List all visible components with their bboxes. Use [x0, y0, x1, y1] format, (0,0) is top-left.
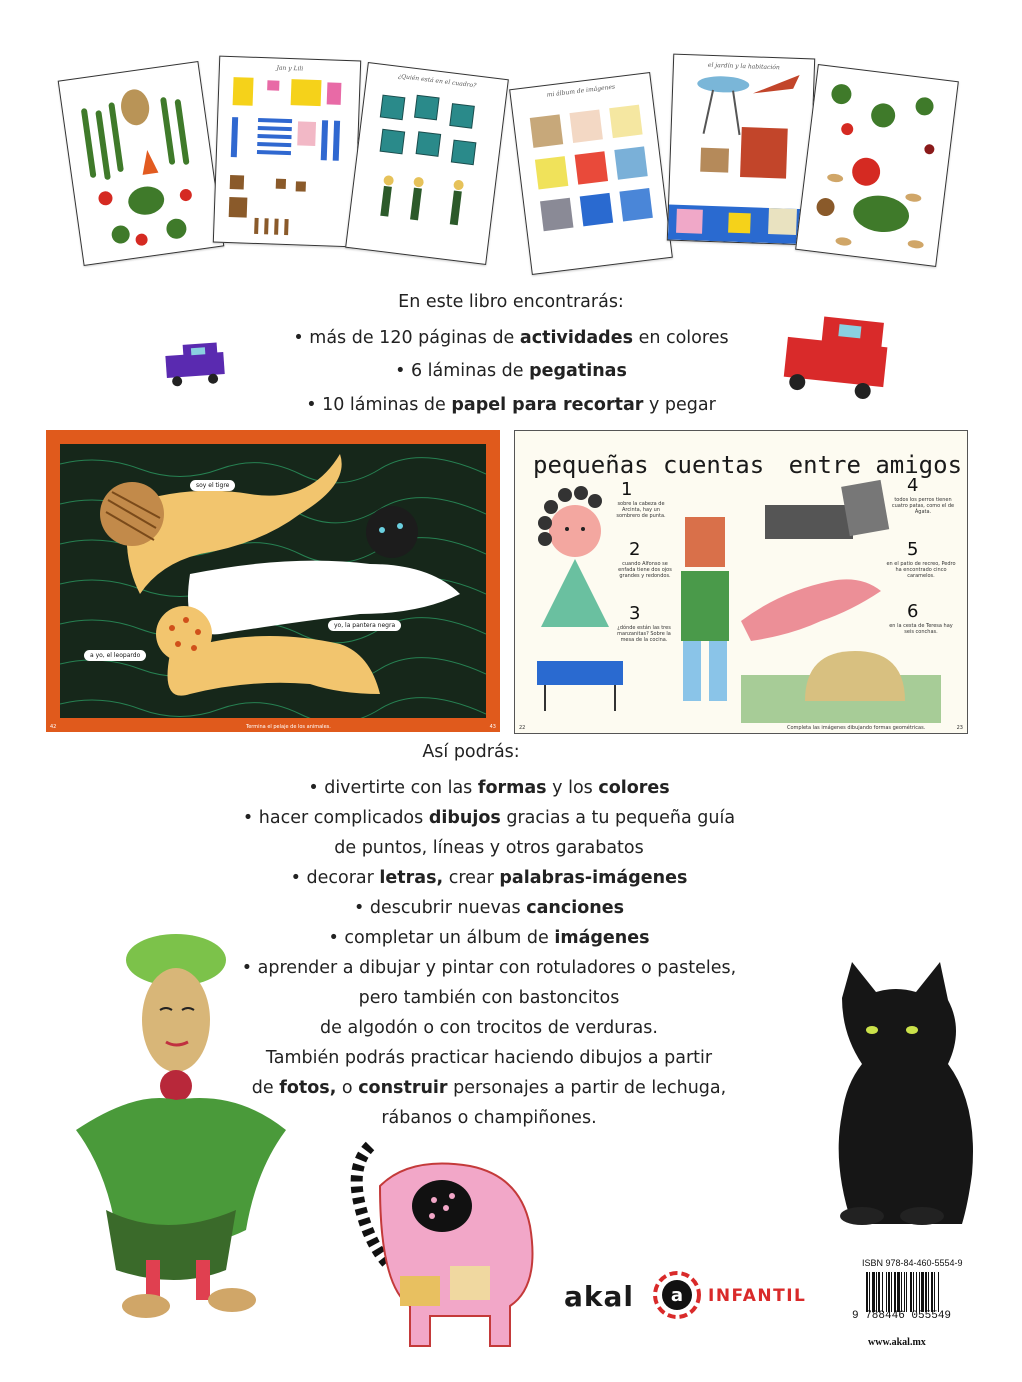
logo-infantil: INFANTIL	[708, 1286, 807, 1306]
isbn-label: ISBN 978-84-460-5554-9	[862, 1258, 963, 1268]
outro-bold: colores	[598, 778, 670, 798]
thumbnail-caption: mi álbum de imágenes	[546, 83, 616, 99]
publisher-url: www.akal.mx	[868, 1337, 926, 1348]
intro-item-text: • 6 láminas de	[395, 361, 530, 381]
outro-text: personajes a partir de lechuga,	[447, 1078, 727, 1098]
outro-bold: canciones	[526, 898, 624, 918]
counting-illustration	[515, 431, 967, 733]
vegetable-doll-illustration	[36, 930, 286, 1330]
spread-right-footer: Completa las imágenes dibujando formas geométricas.	[787, 725, 926, 731]
count-text: ¿dónde están las tres manzanitas? Sobre la mesa de la cocina.	[617, 625, 671, 643]
intro-heading: En este libro encontrarás:	[398, 292, 624, 312]
outro-bold: palabras-imágenes	[499, 868, 688, 888]
outro-text: • decorar	[290, 868, 380, 888]
barcode-bar	[901, 1272, 902, 1312]
count-number: 4	[907, 475, 919, 496]
outro-bold: formas	[477, 778, 547, 798]
outro-text: gracias a tu pequeña guía	[500, 808, 736, 828]
outro-bold: construir	[358, 1078, 448, 1098]
outro-text: y los	[546, 778, 599, 798]
barcode-bar	[894, 1272, 896, 1312]
barcode-bar	[882, 1272, 883, 1312]
thumbnail-album	[509, 72, 673, 275]
outro-heading: Así podrás:	[422, 742, 520, 762]
barcode-bar	[904, 1272, 905, 1312]
page-number: 22	[519, 725, 526, 731]
outro-text: • divertirte con las	[308, 778, 478, 798]
intro-item-text: en colores	[633, 328, 729, 348]
spread-left-footer: Termina el pelaje de los animales.	[246, 724, 331, 730]
barcode-bar	[910, 1272, 912, 1312]
logo-a-icon	[652, 1270, 702, 1320]
count-text: en la cesta de Teresa hay seis conchas.	[889, 623, 953, 635]
elephant-illustration	[330, 1126, 540, 1362]
portraits-illustration	[346, 63, 508, 264]
outro-text: o	[336, 1078, 359, 1098]
outro-text: • aprender a dibujar y pintar con rotuladores o pasteles,	[241, 958, 737, 978]
intro-item-bold: actividades	[519, 328, 633, 348]
barcode-bar	[931, 1272, 933, 1312]
outro-text: rábanos o champiñones.	[381, 1108, 597, 1128]
publisher-logo	[564, 1264, 814, 1324]
thumbnail-vegetables-2	[795, 64, 959, 267]
barcode-bar	[866, 1272, 868, 1312]
barcode-bar	[938, 1272, 939, 1312]
page-number: 43	[489, 724, 496, 730]
outro-bold: imágenes	[554, 928, 650, 948]
outro-text: crear	[443, 868, 500, 888]
title-part: pequeñas cuentas	[533, 451, 765, 479]
cats-illustration	[60, 444, 486, 718]
barcode-bar	[869, 1272, 870, 1312]
barcode-bar	[876, 1272, 877, 1312]
thumbnail-vegetables	[58, 61, 225, 266]
garden-illustration	[668, 55, 814, 245]
barcode-bar	[906, 1272, 907, 1312]
barcode-bar	[886, 1272, 887, 1312]
barcode-bar	[897, 1272, 900, 1312]
count-number: 1	[621, 479, 633, 500]
barcode-bar	[913, 1272, 914, 1312]
animals-illustration	[60, 444, 486, 718]
intro-item-bold: pegatinas	[529, 361, 627, 381]
barcode-bar	[934, 1272, 935, 1312]
outro-text: de algodón o con trocitos de verduras.	[320, 1018, 658, 1038]
barcode-bar	[891, 1272, 892, 1312]
count-number: 3	[629, 603, 641, 624]
count-text: cuando Alfonso se enfada tiene dos ojos grandes y redondos.	[618, 561, 672, 579]
barcode-bar	[878, 1272, 880, 1312]
outro-text: de	[251, 1078, 280, 1098]
isbn-digits: 9 788446 055549	[852, 1310, 952, 1322]
outro-text: • descubrir nuevas	[353, 898, 527, 918]
outro-bold: dibujos	[428, 808, 501, 828]
intro-item-text: • más de 120 páginas de	[293, 328, 520, 348]
count-text: todos los perros tienen cuatro patas, como el de Ágata.	[891, 497, 955, 515]
barcode-bar	[921, 1272, 924, 1312]
barcode-bar	[925, 1272, 927, 1312]
vegetables-illustration	[796, 65, 958, 266]
page-number: 23	[956, 725, 963, 731]
thumbnail-jardin	[667, 54, 815, 246]
thumbnail-caption: ¿Quién está en el cuadro?	[397, 72, 477, 90]
count-text: sobre la cabeza de Arcinta, hay un sombrero de punta.	[616, 501, 666, 519]
thumbnail-caption: el jardín y la habitación	[707, 61, 780, 72]
barcode-bar	[888, 1272, 890, 1312]
title-part: entre amigos	[788, 451, 963, 479]
logo-akal: akal	[564, 1280, 635, 1313]
intro-item-text: • 10 láminas de	[306, 395, 452, 415]
count-number: 2	[629, 539, 641, 560]
outro-line	[0, 868, 1000, 888]
tiger-speech-bubble: soy el tigre	[190, 480, 235, 491]
outro-text: de puntos, líneas y otros garabatos	[334, 838, 644, 858]
barcode-bar	[919, 1272, 920, 1312]
intro-item-text: y pegar	[643, 395, 716, 415]
barcode-bar	[928, 1272, 929, 1312]
outro-text: pero también con bastoncitos	[358, 988, 620, 1008]
barcode-bar	[872, 1272, 875, 1312]
outro-text: • completar un álbum de	[328, 928, 555, 948]
svg-text:a: a	[670, 1285, 684, 1306]
outro-line	[0, 898, 1000, 918]
thumbnail-caption: Jan y Lili	[276, 64, 304, 73]
thumbnail-cuadro	[345, 62, 509, 265]
outro-line	[0, 808, 1000, 828]
outro-line	[0, 838, 1000, 858]
count-number: 5	[907, 539, 919, 560]
purple-truck-icon	[162, 340, 228, 388]
count-number: 6	[907, 601, 919, 622]
album-illustration	[510, 73, 672, 274]
barcode-bar	[916, 1272, 917, 1312]
leopard-speech-bubble: a yo, el leopardo	[84, 650, 146, 661]
count-text: en el patio de recreo, Pedro ha encontrado cinco caramelos.	[886, 561, 956, 579]
spread-animals	[46, 430, 500, 732]
intro-item-bold: papel para recortar	[451, 395, 644, 415]
thumbnail-jan-lili	[213, 56, 361, 248]
page-number: 42	[50, 724, 57, 730]
outro-text: • hacer complicados	[242, 808, 429, 828]
black-cat-photo	[802, 958, 978, 1238]
panther-speech-bubble: yo, la pantera negra	[328, 620, 401, 631]
outro-text: También podrás practicar haciendo dibujos a partir	[265, 1048, 713, 1068]
outro-line	[0, 778, 1000, 798]
shapes-illustration	[214, 57, 360, 247]
vegetables-illustration	[59, 62, 223, 265]
barcode	[866, 1272, 962, 1312]
red-truck-icon	[780, 312, 892, 404]
spread-counting	[514, 430, 968, 734]
outro-bold: fotos,	[279, 1078, 337, 1098]
outro-bold: letras,	[379, 868, 444, 888]
